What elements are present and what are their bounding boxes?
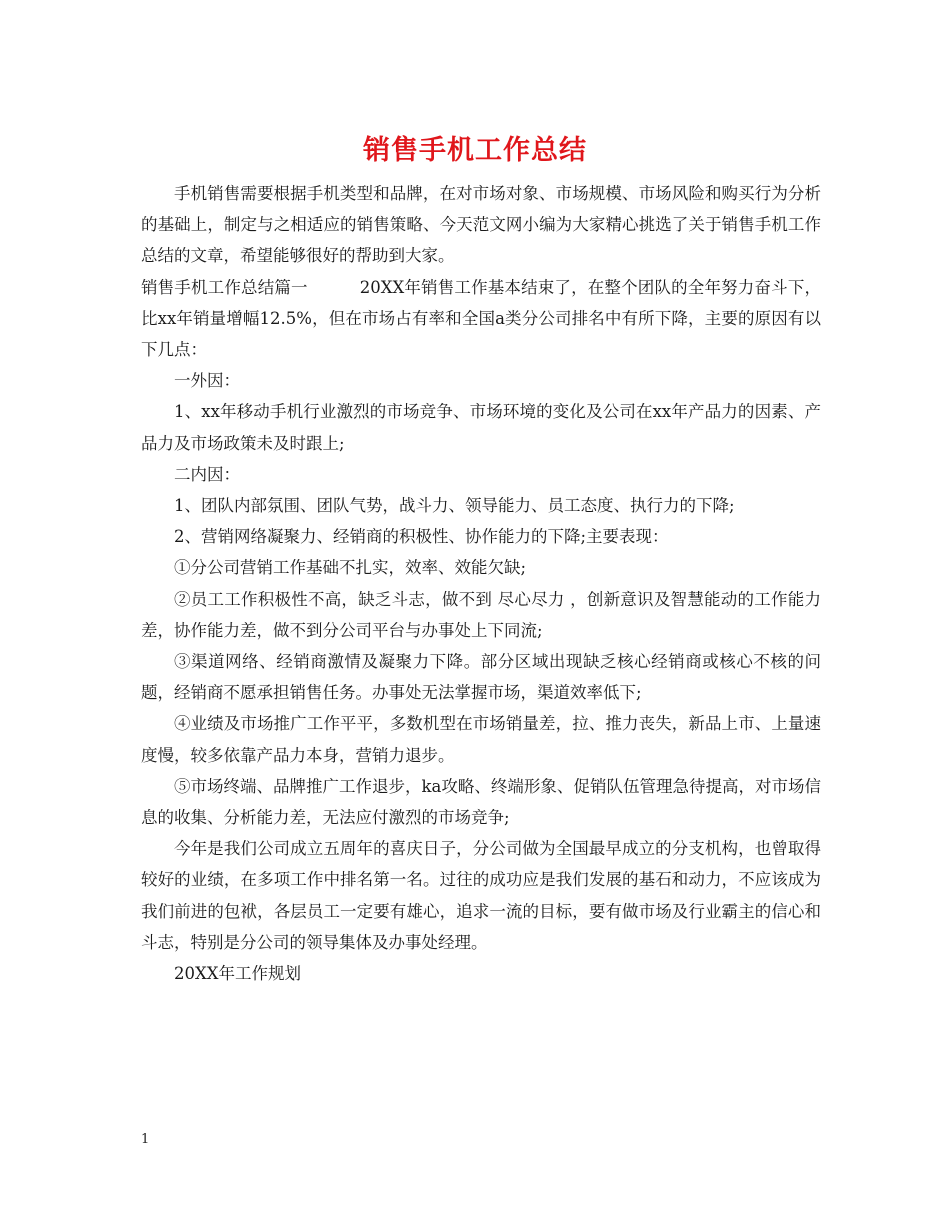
paragraph-internal-causes: 二内因： [174,464,240,484]
paragraph-point-4: ④业绩及市场推广工作平平，多数机型在市场销量差，拉、推力丧失，新品上市、上量速度慢，较多依靠产品力本身，营销力退步。 [141,714,821,765]
section-lead: 20XX年销售工作基本结束了，在整个团队的全年努力奋斗下，比xx年销量增幅12.5%，但在市场占有率和全国a类分公司排名中有所下降，主要的原因有以下几点： [141,277,821,360]
paragraph-external-causes: 一外因： [174,371,240,391]
paragraph-anniversary: 今年是我们公司成立五周年的喜庆日子，分公司做为全国最早成立的分支机构，也曾取得较好的业绩，在多项工作中排名第一名。过往的成功应是我们发展的基石和动力，不应该成为我们前进的包袱，各层员工一定要有雄心，追求一流的目标，要有做市场及行业霸主的信心和斗志，特别是分公司的领导集体及办事处经理。 [141,839,821,952]
paragraph-point-3: ③渠道网络、经销商激情及凝聚力下降。部分区域出现缺乏核心经销商或核心不核的问题，经销商不愿承担销售任务。办事处无法掌握市场，渠道效率低下; [141,652,821,703]
page-number: 1 [141,1132,150,1147]
paragraph-point-1: ①分公司营销工作基础不扎实，效率、效能欠缺; [174,558,527,578]
paragraph-external-1: 1、xx年移动手机行业激烈的市场竞争、市场环境的变化及公司在xx年产品力的因素、产品力及市场政策未及时跟上; [141,402,821,453]
paragraph-internal-2: 2、营销网络凝聚力、经销商的积极性、协作能力的下降;主要表现： [174,527,669,547]
document-body [141,178,821,989]
paragraph-work-plan: 20XX年工作规划 [174,964,301,984]
section-heading-paragraph [141,272,821,366]
document-title: 销售手机工作总结 [363,135,587,166]
paragraph-point-5: ⑤市场终端、品牌推广工作退步，ka攻略、终端形象、促销队伍管理急待提高，对市场信息的收集、分析能力差，无法应付激烈的市场竞争; [141,776,821,828]
section-label: 销售手机工作总结篇一 [141,277,308,297]
intro-paragraph: 手机销售需要根据手机类型和品牌，在对市场对象、市场规模、市场风险和购买行为分析的基础上，制定与之相适应的销售策略、今天范文网小编为大家精心挑选了关于销售手机工作总结的文章，希望能够很好的帮助到大家。 [141,184,821,266]
paragraph-internal-1: 1、团队内部氛围、团队气势，战斗力、领导能力、员工态度、执行力的下降; [174,496,735,516]
paragraph-point-2: ②员工工作积极性不高，缺乏斗志，做不到 尽心尽力 ，创新意识及智慧能动的工作能力差，协作能力差，做不到分公司平台与办事处上下同流; [141,589,821,640]
